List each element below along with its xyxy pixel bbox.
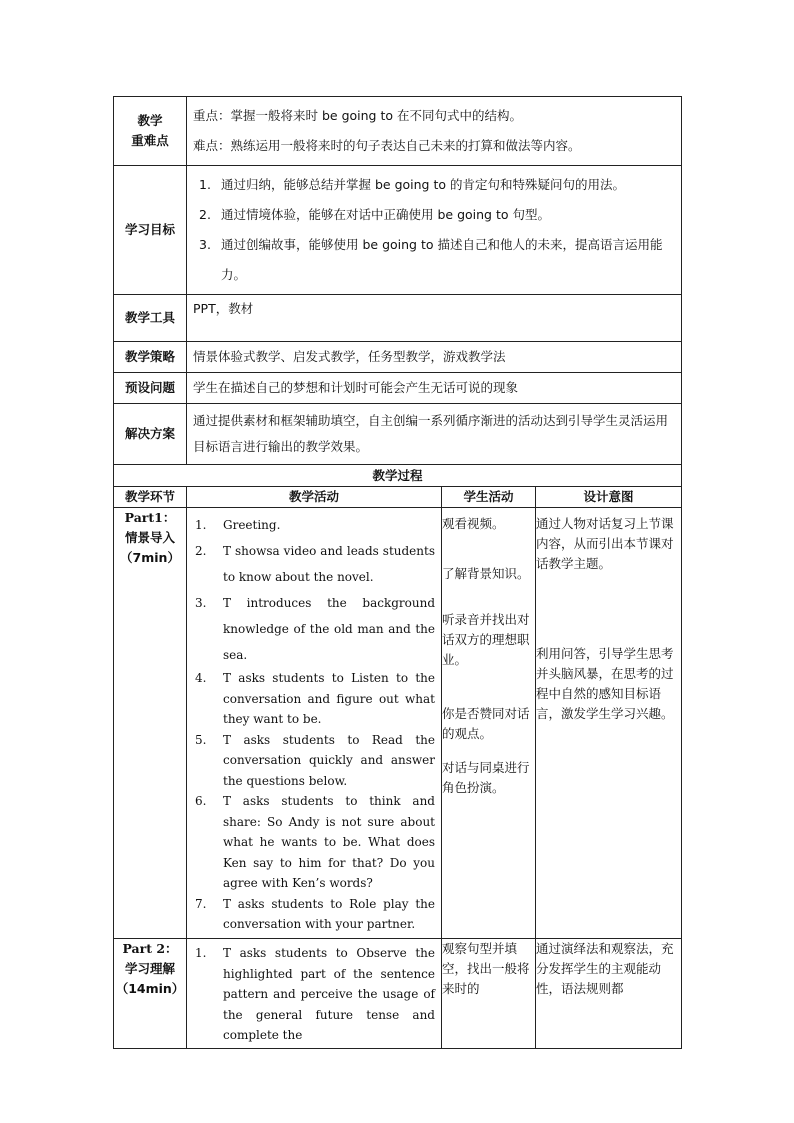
lesson-plan-table [113, 96, 682, 1049]
part2-design-intent: 通过演绎法和观察法，充分发挥学生的主观能动性，语法规则都 [536, 939, 682, 1049]
student-activity: 观看视频。 [442, 516, 505, 531]
header-stage: 教学环节 [114, 487, 187, 508]
problems-content: 学生在描述自己的梦想和计划时可能会产生无话可说的现象 [187, 373, 682, 404]
activity-item: 6. T asks students to think and share: So Andy is not sure about what he wants to be. What does Ken say to him for that? Do you agree with Ken’s words? [195, 794, 435, 890]
student-activity: 你是否赞同对话的观点。 [442, 706, 530, 741]
design-intent: 通过人物对话复习上节课内容，从而引出本节课对话教学主题。 [536, 516, 674, 571]
row-solutions [114, 404, 682, 465]
activity-item: 5. T asks students to Read the conversation quickly and answer the questions below. [195, 732, 435, 788]
solutions-content: 通过提供素材和框架辅助填空，自主创编一系列循序渐进的活动达到引导学生灵活运用目标语言进行输出的教学效果。 [187, 404, 682, 465]
key-point-line: 重点：掌握一般将来时 be going to 在不同句式中的结构。 [193, 108, 522, 123]
label-strategy: 教学策略 [114, 342, 187, 373]
label-objectives: 学习目标 [114, 166, 187, 295]
row-key-points [114, 97, 682, 166]
key-points-content [187, 97, 682, 166]
activity-item: 7. T asks students to Role play the conversation with your partner. [195, 896, 435, 931]
process-title: 教学过程 [114, 465, 682, 487]
part2-label: Part 2： 学习理解 （14min） [114, 939, 187, 1049]
design-intent: 利用问答，引导学生思考并头脑风暴，在思考的过程中自然的感知目标语言，激发学生学习兴趣。 [536, 646, 674, 721]
label-tools: 教学工具 [114, 295, 187, 342]
objective-item: 2. 通过情境体验，能够在对话中正确使用 be going to 句型。 [199, 207, 550, 222]
label-problems: 预设问题 [114, 373, 187, 404]
activity-item: 1. Greeting. [195, 518, 281, 532]
header-teacher-activity: 教学活动 [187, 487, 442, 508]
row-strategy [114, 342, 682, 373]
row-part2 [114, 939, 682, 1049]
label-key-points: 教学 重难点 [114, 97, 187, 166]
objective-item: 1. 通过归纳，能够总结并掌握 be going to 的肯定句和特殊疑问句的用法。 [199, 177, 625, 192]
row-process-headers [114, 487, 682, 508]
objectives-content [187, 166, 682, 295]
row-process-title [114, 465, 682, 487]
strategy-content: 情景体验式教学、启发式教学，任务型教学，游戏教学法 [187, 342, 682, 373]
row-part1 [114, 508, 682, 939]
row-objectives [114, 166, 682, 295]
student-activity: 对话与同桌进行角色扮演。 [442, 760, 530, 795]
header-design-intent: 设计意图 [536, 487, 682, 508]
student-activity: 了解背景知识。 [442, 566, 530, 581]
row-tools [114, 295, 682, 342]
row-problems [114, 373, 682, 404]
part2-teacher-activities [187, 939, 442, 1049]
activity-item: 1. T asks students to Observe the highlighted part of the sentence pattern and perceive the usage of the general future tense and complete the [195, 946, 435, 1042]
part2-student-activity: 观察句型并填空，找出一般将来时的 [442, 939, 536, 1049]
part1-teacher-activities [187, 508, 442, 939]
activity-item: 2. T showsa video and leads students to know about the novel. [195, 544, 435, 584]
tools-content: PPT，教材 [187, 295, 682, 342]
activity-item: 3. T introduces the background knowledge of the old man and the sea. [195, 596, 435, 662]
activity-item: 4. T asks students to Listen to the conversation and figure out what they want to be. [195, 671, 435, 726]
header-student-activity: 学生活动 [442, 487, 536, 508]
part1-label: Part1： 情景导入 （7min） [114, 508, 187, 939]
label-solutions: 解决方案 [114, 404, 187, 465]
student-activity: 听录音并找出对话双方的理想职业。 [442, 612, 530, 667]
difficult-point-line: 难点：熟练运用一般将来时的句子表达自己未来的打算和做法等内容。 [193, 138, 581, 153]
objective-item: 3. 通过创编故事，能够使用 be going to 描述自己和他人的未来，提高语言运用能力。 [199, 237, 663, 282]
part1-design-intent [536, 508, 682, 939]
part1-student-activities [442, 508, 536, 939]
